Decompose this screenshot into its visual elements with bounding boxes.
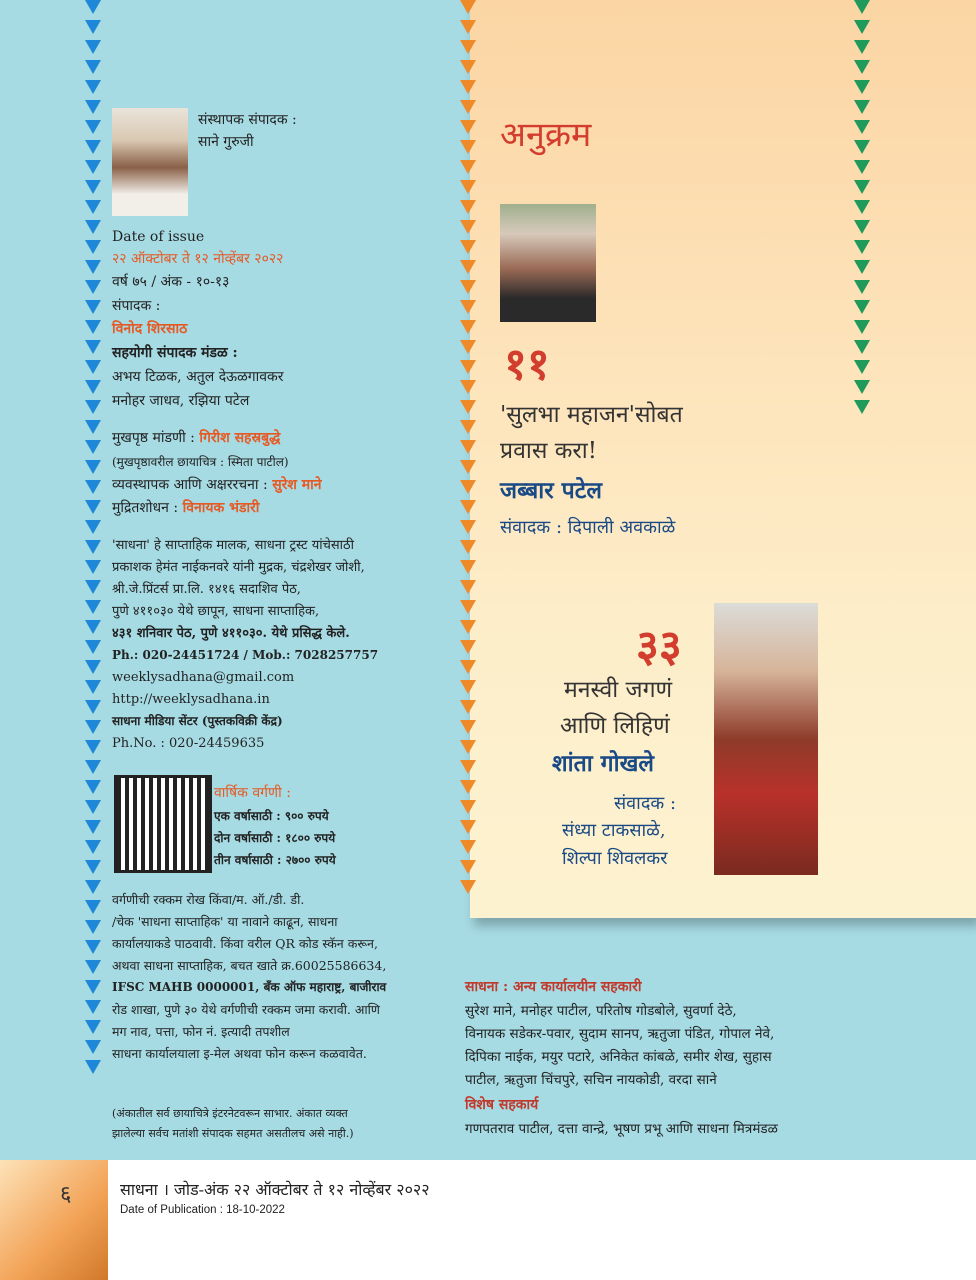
triangle-decoration <box>85 0 101 14</box>
payment-line4: अथवा साधना साप्ताहिक, बचत खाते क्र.60025586634, <box>112 958 387 973</box>
triangle-decoration <box>854 320 870 334</box>
article2-author: शांता गोखले <box>552 750 654 777</box>
special-label: विशेष सहकार्य <box>465 1097 539 1113</box>
triangle-decoration <box>85 340 101 354</box>
triangle-decoration <box>85 740 101 754</box>
manager-name: सुरेश माने <box>272 477 322 493</box>
triangle-decoration <box>460 460 476 474</box>
triangle-decoration <box>85 380 101 394</box>
triangle-decoration <box>85 320 101 334</box>
triangle-decoration <box>85 20 101 34</box>
publisher-website[interactable]: http://weeklysadhana.in <box>112 692 270 707</box>
triangle-decoration <box>85 420 101 434</box>
special-line: गणपतराव पाटील, दत्ता वान्द्रे, भूषण प्रभू आणि साधना मित्रमंडळ <box>465 1121 778 1137</box>
triangle-decoration <box>460 220 476 234</box>
triangle-decoration <box>85 1000 101 1014</box>
triangle-decoration <box>85 820 101 834</box>
founder-name: साने गुरुजी <box>198 134 254 150</box>
triangle-decoration <box>85 200 101 214</box>
triangle-decoration <box>85 840 101 854</box>
triangle-decoration <box>85 600 101 614</box>
triangle-decoration <box>85 460 101 474</box>
triangle-decoration <box>854 200 870 214</box>
triangle-decoration <box>460 520 476 534</box>
payment-line6: रोड शाखा, पुणे ३० येथे वर्गणीची रक्कम जमा करावी. आणि <box>112 1002 380 1017</box>
triangle-decoration <box>460 800 476 814</box>
publisher-line2: प्रकाशक हेमंत नाईकनवरे यांनी मुद्रक, चंद्रशेखर जोशी, <box>112 560 365 575</box>
proof-name: विनायक भंडारी <box>182 500 260 516</box>
blue-triangle-strip <box>84 0 102 1100</box>
proof-label: मुद्रितशोधन : <box>112 500 179 516</box>
triangle-decoration <box>85 720 101 734</box>
triangle-decoration <box>460 440 476 454</box>
triangle-decoration <box>854 360 870 374</box>
article1-title-line1[interactable]: 'सुलभा महाजन'सोबत <box>500 402 683 428</box>
publisher-email[interactable]: weeklysadhana@gmail.com <box>112 670 295 685</box>
triangle-decoration <box>460 380 476 394</box>
disclaimer-line2: झालेल्या सर्वच मतांशी संपादक सहमत असतीलच असे नाही.) <box>112 1127 354 1140</box>
article2-interviewer2: शिल्पा शिवलकर <box>562 848 668 869</box>
payment-line7: मग नाव, पत्ता, फोन नं. इत्यादी तपशील <box>112 1024 290 1039</box>
triangle-decoration <box>85 900 101 914</box>
triangle-decoration <box>85 180 101 194</box>
triangle-decoration <box>460 180 476 194</box>
publisher-phone: Ph.: 020-24451724 / Mob.: 7028257757 <box>112 648 379 662</box>
triangle-decoration <box>854 60 870 74</box>
triangle-decoration <box>85 540 101 554</box>
triangle-decoration <box>460 820 476 834</box>
triangle-decoration <box>460 80 476 94</box>
triangle-decoration <box>460 480 476 494</box>
triangle-decoration <box>85 1040 101 1054</box>
triangle-decoration <box>460 780 476 794</box>
triangle-decoration <box>460 160 476 174</box>
triangle-decoration <box>460 720 476 734</box>
article2-photo <box>714 603 818 875</box>
triangle-decoration <box>460 640 476 654</box>
founder-label: संस्थापक संपादक : <box>198 112 297 128</box>
subscription-two-year: दोन वर्षासाठी : १८०० रुपये <box>214 831 336 845</box>
triangle-decoration <box>85 880 101 894</box>
triangle-decoration <box>85 780 101 794</box>
triangle-decoration <box>85 60 101 74</box>
issue-volume: वर्ष ७५ / अंक - १०-१३ <box>112 274 230 290</box>
triangle-decoration <box>85 120 101 134</box>
triangle-decoration <box>460 660 476 674</box>
triangle-decoration <box>85 700 101 714</box>
triangle-decoration <box>85 680 101 694</box>
payment-line1: वर्गणीची रक्कम रोख किंवा/म. ऑ./डी. डी. <box>112 892 305 907</box>
payment-line3: कार्यालयाकडे पाठवावी. किंवा वरील QR कोड स्कॅन करून, <box>112 936 378 951</box>
triangle-decoration <box>85 440 101 454</box>
triangle-decoration <box>85 480 101 494</box>
triangle-decoration <box>460 500 476 514</box>
triangle-decoration <box>85 400 101 414</box>
triangle-decoration <box>854 400 870 414</box>
triangle-decoration <box>460 680 476 694</box>
triangle-decoration <box>85 1060 101 1074</box>
subscription-three-year: तीन वर्षासाठी : २७०० रुपये <box>214 853 336 867</box>
triangle-decoration <box>460 140 476 154</box>
publisher-line3: श्री.जे.प्रिंटर्स प्रा.लि. १४१६ सदाशिव पेठ, <box>112 582 301 597</box>
triangle-decoration <box>854 80 870 94</box>
triangle-decoration <box>85 360 101 374</box>
triangle-decoration <box>85 560 101 574</box>
triangle-decoration <box>854 100 870 114</box>
triangle-decoration <box>85 920 101 934</box>
triangle-decoration <box>85 940 101 954</box>
editor-name: विनोद शिरसाठ <box>112 321 188 337</box>
triangle-decoration <box>85 40 101 54</box>
triangle-decoration <box>85 220 101 234</box>
staff-line2: विनायक सडेकर-पवार, सुदाम सानप, ऋतुजा पंडित, गोपाल नेवे, <box>465 1026 775 1042</box>
cover-photo-credit: (मुखपृष्ठावरील छायाचित्र : स्मिता पाटील) <box>112 455 289 469</box>
triangle-decoration <box>85 800 101 814</box>
triangle-decoration <box>460 300 476 314</box>
media-phone: Ph.No. : 020-24459635 <box>112 736 265 751</box>
triangle-decoration <box>460 420 476 434</box>
article2-title-line1[interactable]: मनस्वी जगणं <box>564 677 673 703</box>
orange-triangle-strip <box>459 0 477 915</box>
triangle-decoration <box>460 580 476 594</box>
triangle-decoration <box>85 960 101 974</box>
triangle-decoration <box>85 140 101 154</box>
publisher-line1: 'साधना' हे साप्ताहिक मालक, साधना ट्रस्ट यांचेसाठी <box>112 538 354 553</box>
article2-interviewer-label: संवादक : <box>614 793 677 814</box>
article1-interviewer: संवादक : दिपाली अवकाळे <box>500 517 676 538</box>
triangle-decoration <box>85 980 101 994</box>
payment-line8: साधना कार्यालयाला इ-मेल अथवा फोन करून कळवावेत. <box>112 1046 367 1061</box>
triangle-decoration <box>460 840 476 854</box>
triangle-decoration <box>460 20 476 34</box>
triangle-decoration <box>854 180 870 194</box>
staff-line4: पाटील, ऋतुजा चिंचपुरे, सचिन नायकोडी, वरदा साने <box>465 1072 717 1088</box>
triangle-decoration <box>854 220 870 234</box>
footer-corner-decoration <box>0 1160 108 1280</box>
footer-masthead: साधना । जोड-अंक २२ ऑक्टोबर ते १२ नोव्हेंबर २०२२ <box>120 1180 430 1199</box>
toc-title: अनुक्रम <box>500 115 592 155</box>
issue-date-range: २२ ऑक्टोबर ते १२ नोव्हेंबर २०२२ <box>112 251 284 267</box>
triangle-decoration <box>85 520 101 534</box>
subscription-one-year: एक वर्षासाठी : ९०० रुपये <box>214 809 329 823</box>
editor-label: संपादक : <box>112 298 161 314</box>
article2-interviewer1: संध्या टाकसाळे, <box>562 820 666 841</box>
triangle-decoration <box>460 200 476 214</box>
publisher-line4: पुणे ४११०३० येथे छापून, साधना साप्ताहिक, <box>112 604 320 619</box>
payment-line5: IFSC MAHB 0000001, बँक ऑफ महाराष्ट्र, बाजीराव <box>112 980 387 994</box>
triangle-decoration <box>85 860 101 874</box>
triangle-decoration <box>85 760 101 774</box>
triangle-decoration <box>85 240 101 254</box>
triangle-decoration <box>460 360 476 374</box>
staff-label: साधना : अन्य कार्यालयीन सहकारी <box>465 979 642 995</box>
triangle-decoration <box>85 500 101 514</box>
triangle-decoration <box>460 340 476 354</box>
triangle-decoration <box>85 620 101 634</box>
cover-name: गिरीश सहस्रबुद्धे <box>199 430 281 446</box>
manager-label: व्यवस्थापक आणि अक्षररचना : <box>112 477 268 493</box>
triangle-decoration <box>460 400 476 414</box>
triangle-decoration <box>85 1020 101 1034</box>
publisher-line5: ४३१ शनिवार पेठ, पुणे ४११०३०. येथे प्रसिद्ध केले. <box>112 626 350 641</box>
founder-photo <box>112 108 188 216</box>
page-number: ६ <box>60 1182 72 1207</box>
triangle-decoration <box>85 280 101 294</box>
triangle-decoration <box>854 280 870 294</box>
staff-line3: दिपिका नाईक, मयुर पटारे, अनिकेत कांबळे, समीर शेख, सुहास <box>465 1049 772 1065</box>
triangle-decoration <box>85 660 101 674</box>
triangle-decoration <box>854 160 870 174</box>
triangle-decoration <box>854 140 870 154</box>
triangle-decoration <box>460 280 476 294</box>
article2-title-line2[interactable]: आणि लिहिणं <box>560 713 670 739</box>
article1-author: जब्बार पटेल <box>500 477 602 504</box>
triangle-decoration <box>460 240 476 254</box>
triangle-decoration <box>460 60 476 74</box>
triangle-decoration <box>460 700 476 714</box>
article1-page[interactable]: ११ <box>504 339 550 390</box>
triangle-decoration <box>460 600 476 614</box>
disclaimer-line1: (अंकातील सर्व छायाचित्रे इंटरनेटवरून साभार. अंकात व्यक्त <box>112 1107 348 1120</box>
triangle-decoration <box>854 380 870 394</box>
triangle-decoration <box>85 300 101 314</box>
triangle-decoration <box>85 160 101 174</box>
triangle-decoration <box>854 40 870 54</box>
triangle-decoration <box>460 560 476 574</box>
triangle-decoration <box>85 260 101 274</box>
article2-page[interactable]: ३३ <box>636 621 682 672</box>
cover-label: मुखपृष्ठ मांडणी : <box>112 430 195 446</box>
triangle-decoration <box>854 0 870 14</box>
qr-code <box>114 775 212 873</box>
triangle-decoration <box>460 740 476 754</box>
triangle-decoration <box>460 120 476 134</box>
issue-date-label: Date of issue <box>112 229 205 245</box>
triangle-decoration <box>854 300 870 314</box>
footer-publication-date: Date of Publication : 18-10-2022 <box>120 1204 285 1216</box>
triangle-decoration <box>85 640 101 654</box>
subscription-label: वार्षिक वर्गणी : <box>214 785 291 801</box>
triangle-decoration <box>460 880 476 894</box>
triangle-decoration <box>85 580 101 594</box>
board-line1: अभय टिळक, अतुल देऊळगावकर <box>112 369 284 385</box>
triangle-decoration <box>460 860 476 874</box>
board-line2: मनोहर जाधव, रझिया पटेल <box>112 393 250 409</box>
triangle-decoration <box>85 80 101 94</box>
triangle-decoration <box>460 620 476 634</box>
board-label: सहयोगी संपादक मंडळ : <box>112 345 238 361</box>
triangle-decoration <box>460 40 476 54</box>
staff-line1: सुरेश माने, मनोहर पाटील, परितोष गोडबोले, सुवर्णा देठे, <box>465 1003 737 1019</box>
triangle-decoration <box>854 340 870 354</box>
triangle-decoration <box>460 760 476 774</box>
media-center: साधना मीडिया सेंटर (पुस्तकविक्री केंद्र) <box>112 714 283 728</box>
triangle-decoration <box>85 100 101 114</box>
green-triangle-strip <box>853 0 871 440</box>
article1-photo <box>500 204 596 322</box>
triangle-decoration <box>460 320 476 334</box>
triangle-decoration <box>460 0 476 14</box>
triangle-decoration <box>854 120 870 134</box>
triangle-decoration <box>854 240 870 254</box>
payment-line2: /चेक 'साधना साप्ताहिक' या नावाने काढून, साधना <box>112 914 338 929</box>
triangle-decoration <box>854 260 870 274</box>
article1-title-line2[interactable]: प्रवास करा! <box>500 438 597 464</box>
triangle-decoration <box>854 20 870 34</box>
triangle-decoration <box>460 100 476 114</box>
triangle-decoration <box>460 260 476 274</box>
triangle-decoration <box>460 540 476 554</box>
